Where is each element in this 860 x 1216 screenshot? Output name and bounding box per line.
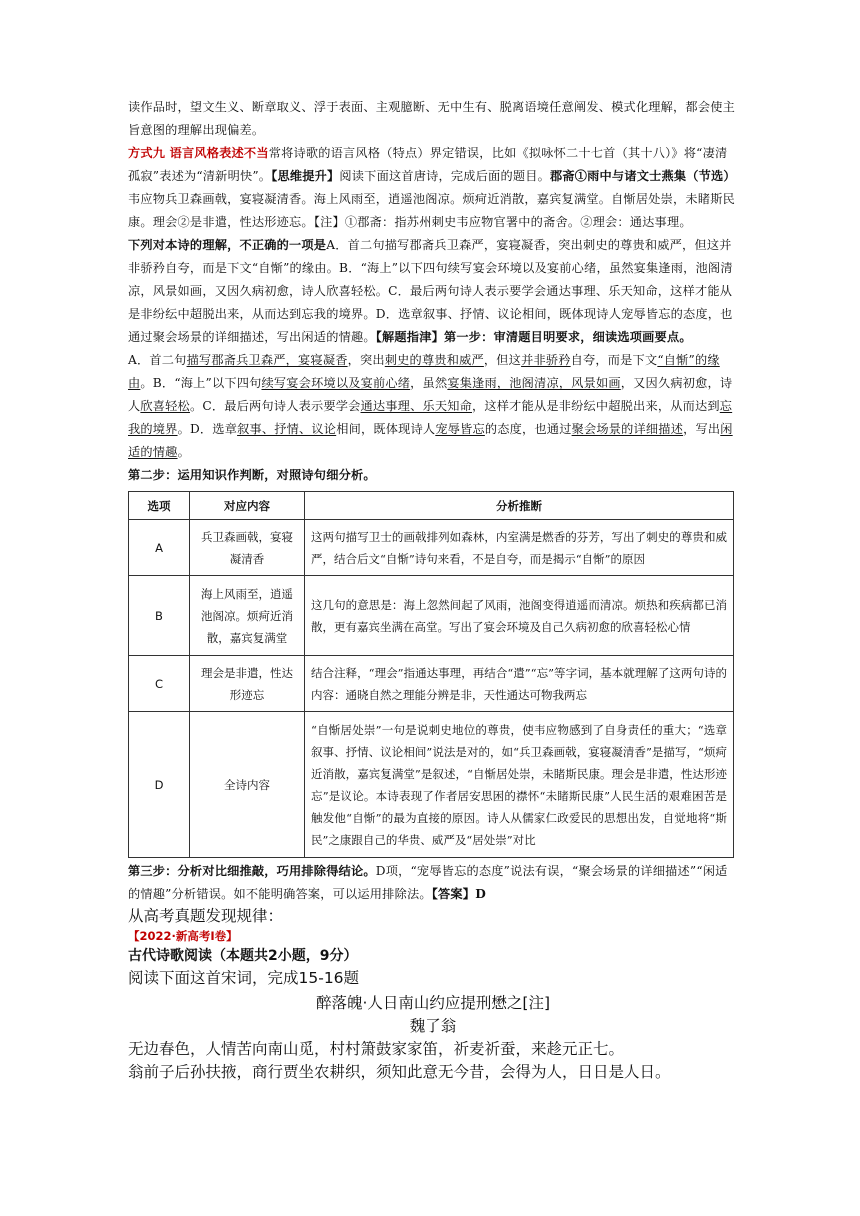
solution-label: 【解题指津】第一步：审清题目明要求，细读选项画要点。 bbox=[375, 330, 692, 344]
ci-line-2: 翁前子后孙扶掖，商行贾坐农耕织，须知此意无今昔，会得为人，日日是人日。 bbox=[128, 1063, 671, 1081]
underlined-key-phrase: 叙事、抒情、议论 bbox=[237, 422, 337, 436]
paragraph-text: 。D．选章 bbox=[177, 422, 238, 436]
paragraph-text: ，写出 bbox=[683, 422, 721, 436]
underlined-key-phrase: 描写郡斋兵卫森严，宴寝凝香 bbox=[186, 353, 348, 367]
table-row bbox=[129, 576, 734, 656]
instruction-text: 阅读下面这首宋词，完成15-16题 bbox=[128, 969, 360, 987]
table-row bbox=[129, 656, 734, 712]
answer-value: D bbox=[475, 887, 486, 901]
table-header-row bbox=[129, 492, 734, 520]
question-stem: 下列对本诗的理解，不正确的一项是 bbox=[128, 238, 327, 252]
paragraph-text: 自夸，而是下文 bbox=[570, 353, 658, 367]
question-title: 古代诗歌阅读（本题共2小题，9分） bbox=[128, 948, 358, 964]
option-cell: D bbox=[129, 712, 190, 858]
paragraph-text: 。 bbox=[177, 445, 190, 459]
analysis-cell: 这几句的意思是：海上忽然间起了风雨，池阁变得逍遥而清凉。烦热和疾病都已消散，更有嘉宾坐满在高堂。写出了宴会环境及自己久病初愈的欣喜轻松心情 bbox=[305, 576, 734, 656]
column-header: 选项 bbox=[129, 492, 190, 520]
analysis-table bbox=[128, 491, 734, 858]
underlined-key-phrase: 聚会场景的详细描述 bbox=[571, 422, 684, 436]
option-cell: B bbox=[129, 576, 190, 656]
underlined-key-phrase: 并非骄矜 bbox=[521, 353, 571, 367]
option-cell: A bbox=[129, 520, 190, 576]
table-row bbox=[129, 712, 734, 858]
column-header: 分析推断 bbox=[305, 492, 734, 520]
annotated-options-paragraph bbox=[128, 349, 738, 464]
underlined-key-phrase: 宴集逢雨，池阁清凉，风景如画 bbox=[447, 376, 621, 390]
content-cell: 海上风雨至，逍遥池阁凉。烦疴近消散，嘉宾复满堂 bbox=[190, 576, 305, 656]
option-cell: C bbox=[129, 656, 190, 712]
paragraph-text: 。C．最后两句诗人表示要学会 bbox=[189, 399, 361, 413]
content-cell: 全诗内容 bbox=[190, 712, 305, 858]
intro-paragraph: 读作品时，望文生义、断章取义、浮于表面、主观臆断、无中生有、脱离语境任意阐发、模式化理解，都会使主旨意图的理解出现偏差。 bbox=[128, 100, 735, 137]
poem-title: 郡斋①雨中与诸文士燕集（节选） bbox=[550, 169, 736, 183]
underlined-key-phrase: 欣喜轻松 bbox=[140, 399, 190, 413]
paragraph-text: 。B．“海上”以下四句 bbox=[140, 376, 262, 390]
underlined-key-phrase: 宠辱皆忘 bbox=[435, 422, 485, 436]
content-cell: 理会是非遣，性达形迹忘 bbox=[190, 656, 305, 712]
table-row bbox=[129, 520, 734, 576]
step-three-label: 第三步：分析对比细推敲，巧用排除得结论。 bbox=[128, 864, 376, 878]
underlined-key-phrase: “自惭”的缘由 bbox=[128, 353, 720, 390]
column-header: 对应内容 bbox=[190, 492, 305, 520]
step-three-paragraph: 第三步：分析对比细推敲，巧用排除得结论。D项，“宠辱皆忘的态度”说法有误，“聚会场景的详细描述”“闲适的情趣”分析错误。如不能明确答案，可以运用排除法。【答案】D bbox=[128, 864, 728, 901]
paragraph-text: ，虽然 bbox=[410, 376, 448, 390]
ci-title: 醉落魄·人日南山约应提刑懋之[注] bbox=[315, 994, 551, 1012]
paragraph-text: 的态度，也通过 bbox=[484, 422, 572, 436]
method-nine-paragraph: 方式九 语言风格表述不当常将诗歌的语言风格（特点）界定错误，比如《拟咏怀二十七首（其十八）》将“凄清孤寂”表述为“清新明快”。【思维提升】阅读下面这首唐诗，完成后面的题目。郡斋①雨中与诸文士燕集（节选）韦应物兵卫森画戟，宴寝凝清香。海上风雨至，逍遥池阁凉。烦疴近消散，嘉宾复满堂。自惭居处崇，未睹斯民康。理会②是非遣，性达形迹忘。【注】①郡斋：指苏州刺史韦应物官署中的斋舍。②理会：通达事理。 bbox=[128, 146, 736, 229]
underlined-key-phrase: 闲适的情趣 bbox=[128, 422, 733, 459]
paragraph-text: A．首二句 bbox=[128, 353, 187, 367]
ci-author: 魏了翁 bbox=[409, 1017, 457, 1035]
step-two-heading: 第二步：运用知识作判断，对照诗句细分析。 bbox=[128, 468, 376, 482]
question-paragraph: 下列对本诗的理解，不正确的一项是A．首二句描写郡斋兵卫森严，宴寝凝香，突出刺史的尊贵和威严，但这并非骄矜自夸，而是下文“自惭”的缘由。B．“海上”以下四句续写宴会环境以及宴前心绪，虽然宴集逢雨，池阁清凉，风景如画，又因久病初愈，诗人欣喜轻松。C．最后两句诗人表示要学会通达事理、乐天知命，这样才能从是非纷纭中超脱出来，从而达到忘我的境界。D．选章叙事、抒情、议论相间，既体现诗人宠辱皆忘的态度，也通过聚会场景的详细描述，写出闲适的情趣。【解题指津】第一步：审清题目明要求，细读选项画要点。 bbox=[128, 238, 733, 344]
content-cell: 兵卫森画戟，宴寝凝清香 bbox=[190, 520, 305, 576]
answer-label: 【答案】 bbox=[431, 887, 476, 901]
paragraph-text: ，又因久病初愈，诗人 bbox=[128, 376, 733, 413]
paragraph-text: ，突出 bbox=[347, 353, 385, 367]
paragraph-text: ，这样才能从是非纷纭中超脱出来，从而达到 bbox=[472, 399, 720, 413]
underlined-key-phrase: 刺史的尊贵和威严 bbox=[384, 353, 484, 367]
paragraph-text: ，但这 bbox=[483, 353, 522, 367]
document-page bbox=[128, 96, 738, 1084]
analysis-cell: 这两句描写卫士的画戟排列如森林，内室满是燃香的芬芳，写出了刺史的尊贵和威严，结合后文“自惭”诗句来看，不是自夸，而是揭示“自惭”的原因 bbox=[305, 520, 734, 576]
method-nine-heading: 方式九 语言风格表述不当 bbox=[128, 146, 269, 160]
analysis-cell: 结合注释，“理会”指通达事理，再结合“遣”“忘”等字词，基本就理解了这两句诗的内容：通晓自然之理能分辨是非，天性通达可物我两忘 bbox=[305, 656, 734, 712]
ci-line-1: 无边春色，人情苦向南山觅，村村箫鼓家家笛，祈麦祈蚕，来趁元正七。 bbox=[128, 1040, 625, 1058]
underlined-key-phrase: 续写宴会环境以及宴前心绪 bbox=[261, 376, 411, 390]
underlined-key-phrase: 通达事理、乐天知命 bbox=[360, 399, 473, 413]
section-title: 从高考真题发现规律： bbox=[128, 907, 284, 925]
underlined-key-phrase: 忘我的境界 bbox=[128, 399, 733, 436]
analysis-cell: “自惭居处崇”一句是说刺史地位的尊贵，使韦应物感到了自身责任的重大；“选章叙事、抒情、议论相间”说法是对的，如“兵卫森画戟，宴寝凝清香”是描写，“烦疴近消散，嘉宾复满堂”是叙述，“自惭居处崇，未睹斯民康。理会是非遣，性达形迹忘”是议论。本诗表现了作者居安思困的襟怀“未睹斯民康”人民生活的艰难困苦是触发他“自惭”的最为直接的原因。诗人从儒家仁政爱民的思想出发，自觉地将“斯民”之康跟自己的华贵、威严及“居处崇”对比 bbox=[305, 712, 734, 858]
thinking-label: 【思维提升】 bbox=[271, 169, 340, 183]
exam-tag: 【2022·新高考Ⅰ卷】 bbox=[128, 929, 238, 943]
paragraph-text: 相间，既体现诗人 bbox=[336, 422, 436, 436]
